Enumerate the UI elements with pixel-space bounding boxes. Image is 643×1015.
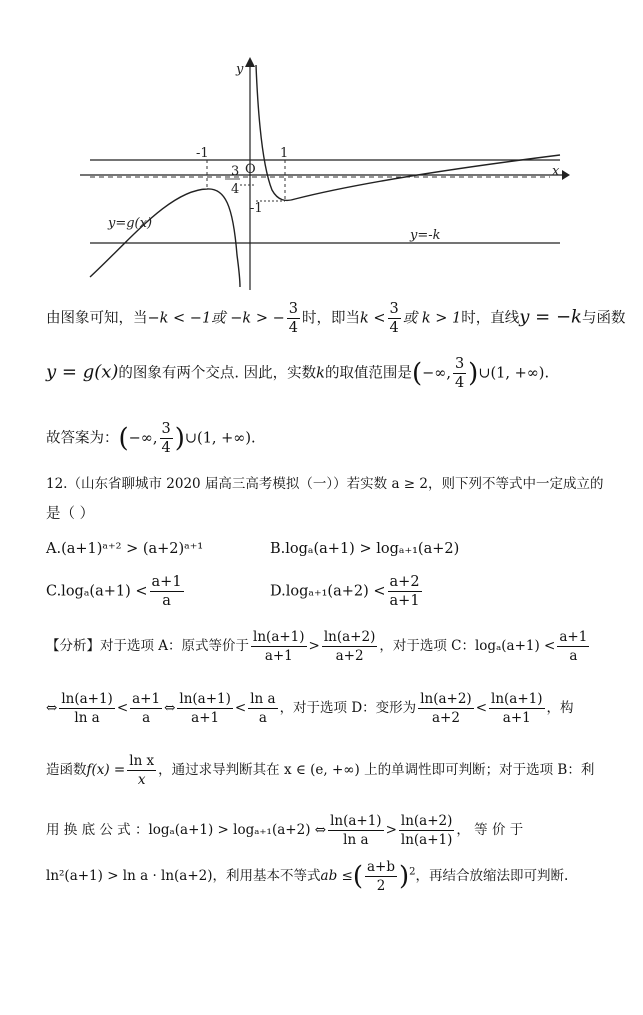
fraction [130,690,162,727]
fraction [388,300,401,337]
tick-label-neg1: -1 [196,146,209,161]
math: k < [359,310,386,327]
y-axis-arrow [245,57,255,67]
math: −∞, [422,365,451,382]
frac-num: ln(a+1) [179,691,231,707]
tick-label-1: 1 [280,146,289,161]
math: −∞, [128,430,158,447]
math: y = −k [519,306,582,328]
math: ⇔ [164,700,176,716]
frac-den: a+1 [389,593,420,609]
conclusion-line-2: y = g(x)的图象有两个交点. 因此，实数k的取值范围是(−∞, $\frac{3}{4}$ )∪(1, +∞). [46,356,550,391]
fraction [557,628,589,665]
frac-den: a+2 [431,710,460,726]
text: 用 换 底 公 式 ： [46,822,149,838]
frac-num: ln(a+1) [61,691,113,707]
fraction [59,690,115,727]
math: k [316,365,325,382]
frac-num: a+1 [559,629,588,645]
text: ， 等 价 于 [456,822,524,838]
function-graph [80,55,570,295]
math: ∪(1, +∞). [184,430,256,447]
frac-den: a+2 [335,648,364,664]
text: ，对于选项 C：logₐ(a+1) < [379,638,556,654]
line-label-neg-k: y=-k [410,228,441,243]
frac-den: ln a [74,710,100,726]
frac-num: ln(a+2) [323,629,376,645]
frac-den: a [142,710,151,726]
text: ，再结合放缩法即可判断. [415,868,569,884]
frac-num: 3 [161,421,171,437]
x-axis-arrow [562,170,570,180]
fraction [328,812,384,849]
math: < [234,700,247,716]
math: −k < −1或 −k > − [147,310,285,327]
fraction [418,690,474,727]
frac-den: 4 [288,320,298,336]
frac-den: 4 [161,440,171,456]
text: 与函数 [581,310,626,327]
text: ，利用基本不等式 [212,868,321,884]
frac-num: ln(a+1) [330,813,382,829]
math: logₐ(a+1) > logₐ₊₁(a+2) [148,822,311,838]
fraction [322,628,378,665]
frac-num: 3 [288,301,298,317]
text: 时，直线 [461,310,520,327]
question-12-stem-2: 是（ ） [46,506,95,522]
tick-label-34-den: 4 [231,182,240,197]
analysis-line-2 [46,690,574,727]
text: 的图象有两个交点. 因此，实数 [118,365,317,382]
x-axis-label: x [552,164,560,179]
answer-line: 故答案为：(−∞, $\frac{3}{4}$ )∪(1, +∞). [46,421,256,456]
fraction [150,573,184,610]
analysis-line-1 [46,628,591,665]
text: 对于选项 A：原式等价于 [100,638,250,654]
curve-left-branch [90,189,240,287]
frac-num: ln x [129,753,155,769]
fraction [453,355,466,392]
question-12-stem: 12.（山东省聊城市 2020 届高三高考模拟（一））若实数 a ≥ 2，则下列不等式中一定成立的 [46,476,604,492]
math: > [385,822,397,838]
text: ，构 [546,700,574,716]
option-a: A.(a+1)ᵃ⁺² > (a+2)ᵃ⁺¹ [46,541,204,557]
math: < [116,700,129,716]
frac-den: 4 [454,375,465,391]
exponent: 2 [409,866,416,878]
fraction [160,420,173,457]
option-b: B.logₐ(a+1) > logₐ₊₁(a+2) [270,541,460,557]
frac-den: 2 [376,878,386,894]
math: ab ≤ [320,868,353,884]
math: y = g(x) [46,361,119,383]
fraction [365,858,397,895]
math: > [308,638,320,654]
analysis-tag: 【分析】 [46,638,100,654]
text: 时，即当 [301,310,360,327]
text: 故答案为： [46,430,119,447]
frac-num: ln a [250,691,276,707]
frac-num: ln(a+1) [253,629,305,645]
frac-num: 3 [454,356,465,372]
tick-label-34-num: 3 [231,164,240,179]
analysis-line-4 [46,812,523,849]
curve-right-branch [256,65,560,200]
frac-den: x [137,772,146,788]
frac-den: a+1 [191,710,220,726]
frac-num: a+1 [132,691,161,707]
frac-den: ln(a+1) [400,832,453,848]
y-axis-label: y [236,62,244,77]
fraction [177,690,233,727]
math: ⇔ [46,700,58,716]
math: ⇔ [314,822,327,838]
frac-num: ln(a+2) [420,691,472,707]
text: ，对于选项 D：变形为 [279,700,417,716]
math: f(x) = [86,762,126,778]
fraction [127,752,156,789]
fraction [388,573,422,610]
frac-num: ln(a+2) [400,813,453,829]
origin-label: O [245,162,256,177]
frac-den: 4 [389,320,399,336]
frac-num: ln(a+1) [491,691,543,707]
math: ∪(1, +∞). [478,365,550,382]
math: < [475,700,487,716]
analysis-line-5: ln²(a+1) > ln a · ln(a+2)，利用基本不等式ab ≤( $\frac{a+b}{2}$ )$^2$，再结合放缩法即可判断. [46,859,569,894]
fraction [251,628,307,665]
frac-den: a+1 [264,648,293,664]
frac-num: a+2 [389,574,420,590]
frac-num: a+b [366,859,395,875]
text: 的取值范围是 [324,365,412,382]
fraction [287,300,300,337]
frac-den: a [569,648,578,664]
conclusion-line-1 [46,300,625,337]
text: 造函数 [46,762,87,778]
curve-label-g: y=g(x) [108,216,153,231]
frac-den: a [258,710,267,726]
option-c-text: C.logₐ(a+1) < [46,583,148,600]
math: ln²(a+1) > ln a · ln(a+2) [46,868,213,884]
tick-label-y-neg1: -1 [250,201,263,216]
text: 由图象可知，当 [46,310,148,327]
option-d [270,573,424,610]
option-d-text: D.logₐ₊₁(a+2) < [270,583,386,600]
math: 或 k > 1 [402,310,462,327]
fraction [399,812,455,849]
fraction [248,690,277,727]
frac-den: ln a [343,832,369,848]
frac-den: a [162,593,171,609]
analysis-line-3 [46,752,594,789]
frac-den: a+1 [502,710,531,726]
option-c [46,573,186,610]
frac-num: a+1 [151,574,182,590]
fraction [489,690,545,727]
text: ，通过求导判断其在 x ∈ (e, +∞) 上的单调性即可判断；对于选项 B：利 [158,762,595,778]
frac-num: 3 [389,301,399,317]
